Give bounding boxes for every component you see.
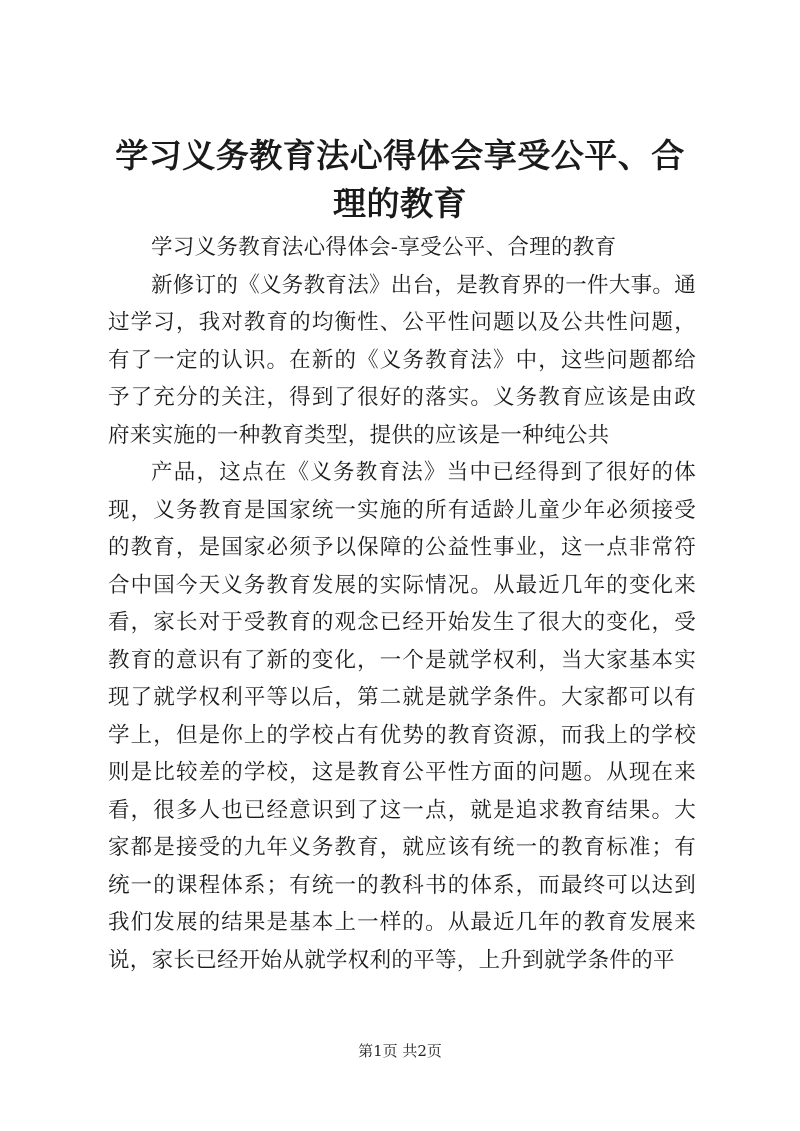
body-paragraph: 产品，这点在《义务教育法》当中已经得到了很好的体现，义务教育是国家统一实施的所有适龄儿童少年必须接受的教育，是国家必须予以保障的公益性事业，这一点非常符合中国今天义务教育发展的实际情况。从最近几年的变化来看，家长对于受教育的观念已经开始发生了很大的变化，受教育的意识有了新的变化，一个是就学权利，当大家基本实现了就学权利平等以后，第二就是就学条件。大家都可以有学上，但是你上的学校占有优势的教育资源，而我上的学校则是比较差的学校，这是教育公平性方面的问题。从现在来看，很多人也已经意识到了这一点，就是追求教育结果。大家都是接受的九年义务教育，就应该有统一的教育标准；有统一的课程体系；有统一的教科书的体系，而最终可以达到我们发展的结果是基本上一样的。从最近几年的教育发展来说，家长已经开始从就学权利的平等，上升到就学条件的平 xyxy=(108,460,696,973)
body-paragraph: 学习义务教育法心得体会-享受公平、合理的教育 xyxy=(151,235,617,260)
document-body xyxy=(108,229,696,979)
document-title: 学习义务教育法心得体会享受公平、合理的教育 xyxy=(115,136,685,223)
body-paragraph: 新修订的《义务教育法》出台，是教育界的一件大事。通过学习，我对教育的均衡性、公平性问题以及公共性问题，有了一定的认识。在新的《义务教育法》中，这些问题都给予了充分的关注，得到了很好的落实。义务教育应该是由政府来实施的一种教育类型，提供的应该是一种纯公共 xyxy=(108,272,697,448)
page-number-footer: 第1页 共2页 xyxy=(358,1042,442,1060)
